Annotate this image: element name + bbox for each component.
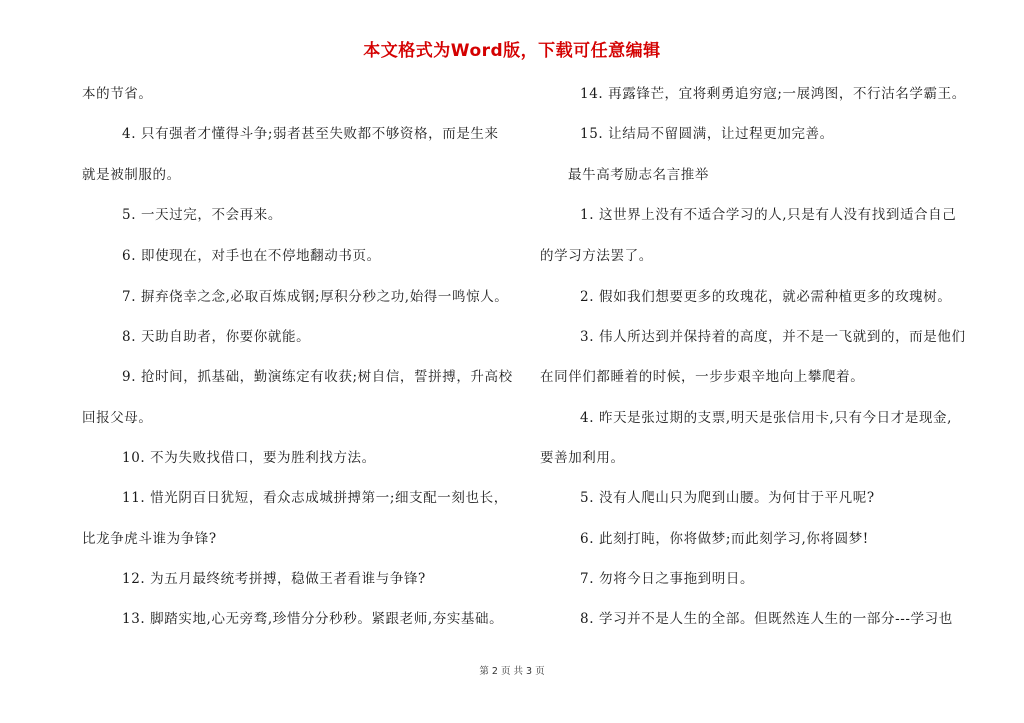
text-line: 在同伴们都睡着的时候，一步步艰辛地向上攀爬着。 <box>540 369 865 385</box>
text-line: 本的节省。 <box>82 86 153 102</box>
text-line: 要善加利用。 <box>540 450 625 466</box>
page-number-footer: 第 2 页 共 3 页 <box>479 666 545 677</box>
text-line: 回报父母。 <box>82 410 153 426</box>
text-line: 就是被制服的。 <box>82 167 181 183</box>
list-item-5: 5. 没有人爬山只为爬到山腰。为何甘于平凡呢? <box>580 490 875 506</box>
list-item-12: 12. 为五月最终统考拼搏，稳做王者看谁与争锋? <box>122 571 426 587</box>
list-item-2: 2. 假如我们想要更多的玫瑰花，就必需种植更多的玫瑰树。 <box>580 289 952 305</box>
text-line: 比龙争虎斗谁为争锋? <box>82 531 217 547</box>
list-item-6: 6. 此刻打盹，你将做梦;而此刻学习,你将圆梦! <box>580 531 869 547</box>
list-item-5: 5. 一天过完，不会再来。 <box>122 207 282 223</box>
list-item-3: 3. 伟人所达到并保持着的高度，并不是一飞就到的，而是他们 <box>580 329 966 345</box>
list-item-7: 7. 摒弃侥幸之念,必取百炼成钢;厚积分秒之功,始得一鸣惊人。 <box>122 289 509 305</box>
list-item-6: 6. 即使现在，对手也在不停地翻动书页。 <box>122 248 381 264</box>
list-item-7: 7. 勿将今日之事拖到明日。 <box>580 571 755 587</box>
section-heading: 最牛高考励志名言推举 <box>568 167 709 183</box>
list-item-9: 9. 抢时间，抓基础，勤演练定有收获;树自信，誓拼搏，升高校 <box>122 369 513 385</box>
list-item-8: 8. 天助自助者，你要你就能。 <box>122 329 311 345</box>
list-item-1: 1. 这世界上没有不适合学习的人,只是有人没有找到适合自己 <box>580 207 957 223</box>
list-item-8: 8. 学习并不是人生的全部。但既然连人生的一部分---学习也 <box>580 611 953 627</box>
list-item-10: 10. 不为失败找借口，要为胜利找方法。 <box>122 450 376 466</box>
list-item-15: 15. 让结局不留圆满，让过程更加完善。 <box>580 126 834 142</box>
list-item-14: 14. 再露锋芒，宜将剩勇追穷寇;一展鸿图，不行沽名学霸王。 <box>580 86 966 102</box>
text-line: 的学习方法罢了。 <box>540 248 653 264</box>
list-item-13: 13. 脚踏实地,心无旁骛,珍惜分分秒秒。紧跟老师,夯实基础。 <box>122 611 504 627</box>
list-item-4: 4. 只有强者才懂得斗争;弱者甚至失败都不够资格，而是生来 <box>122 126 499 142</box>
list-item-4: 4. 昨天是张过期的支票,明天是张信用卡,只有今日才是现金, <box>580 410 953 426</box>
document-banner: 本文格式为Word版，下载可任意编辑 <box>363 41 661 61</box>
list-item-11: 11. 惜光阴百日犹短，看众志成城拼搏第一;细支配一刻也长， <box>122 490 508 506</box>
